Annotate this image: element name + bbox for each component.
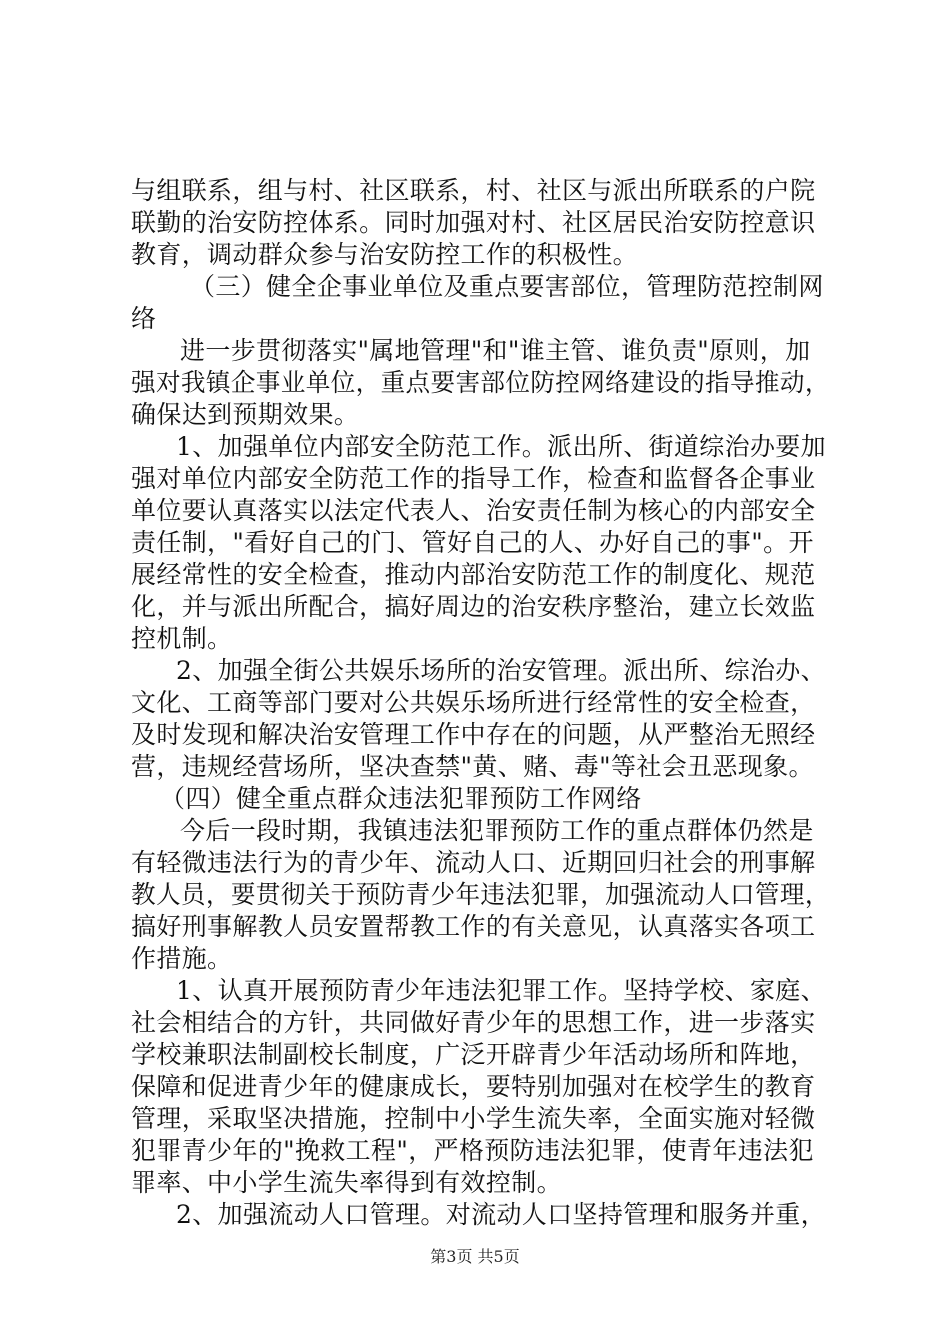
text-line: 营，违规经营场所，坚决查禁"黄、赌、毒"等社会丑恶现象。 xyxy=(131,752,814,781)
text-line: 1、加强单位内部安全防范工作。派出所、街道综治办要加 xyxy=(176,432,827,461)
text-line: 搞好刑事解教人员安置帮教工作的有关意见，认真落实各项工 xyxy=(131,912,816,941)
text-line: 联勤的治安防控体系。同时加强对村、社区居民治安防控意识 xyxy=(131,208,816,237)
text-line: 与组联系，组与村、社区联系，村、社区与派出所联系的户院 xyxy=(131,176,816,205)
text-line: 管理，采取坚决措施，控制中小学生流失率，全面实施对轻微 xyxy=(131,1104,816,1133)
text-line: 作措施。 xyxy=(131,944,233,973)
text-line: 责任制，"看好自己的门、管好自己的人、办好自己的事"。开 xyxy=(131,528,814,557)
text-line: 强对我镇企事业单位，重点要害部位防控网络建设的指导推动， xyxy=(131,368,830,397)
text-line: 强对单位内部安全防范工作的指导工作，检查和监督各企事业 xyxy=(131,464,816,493)
text-line: 有轻微违法行为的青少年、流动人口、近期回归社会的刑事解 xyxy=(131,848,816,877)
text-line: 学校兼职法制副校长制度，广泛开辟青少年活动场所和阵地， xyxy=(131,1040,816,1069)
text-line: 单位要认真落实以法定代表人、治安责任制为核心的内部安全 xyxy=(131,496,816,525)
text-line: 1、认真开展预防青少年违法犯罪工作。坚持学校、家庭、 xyxy=(176,976,827,1005)
text-line: 今后一段时期，我镇违法犯罪预防工作的重点群体仍然是 xyxy=(180,816,814,845)
page-number-footer: 第3页 共5页 xyxy=(430,1247,520,1266)
text-line: 2、加强流动人口管理。对流动人口坚持管理和服务并重， xyxy=(176,1200,827,1229)
text-line: 络 xyxy=(131,304,157,333)
text-line: 化，并与派出所配合，搞好周边的治安秩序整治，建立长效监 xyxy=(131,592,816,621)
text-line: 教人员，要贯彻关于预防青少年违法犯罪，加强流动人口管理， xyxy=(131,880,830,909)
text-line: 控机制。 xyxy=(131,624,233,653)
text-line: 犯罪青少年的"挽救工程"，严格预防违法犯罪，使青年违法犯 xyxy=(131,1136,814,1165)
section-heading-3: （三）健全企事业单位及重点要害部位，管理防范控制网 xyxy=(190,272,824,301)
text-line: 展经常性的安全检查，推动内部治安防范工作的制度化、规范 xyxy=(131,560,816,589)
text-line: 及时发现和解决治安管理工作中存在的问题，从严整治无照经 xyxy=(131,720,816,749)
text-line: 文化、工商等部门要对公共娱乐场所进行经常性的安全检查， xyxy=(131,688,816,717)
text-line: 2、加强全街公共娱乐场所的治安管理。派出所、综治办、 xyxy=(176,656,827,685)
text-line: 社会相结合的方针，共同做好青少年的思想工作，进一步落实 xyxy=(131,1008,816,1037)
text-line: 保障和促进青少年的健康成长，要特别加强对在校学生的教育 xyxy=(131,1072,816,1101)
text-line: 教育，调动群众参与治安防控工作的积极性。 xyxy=(131,240,639,269)
text-line: 进一步贯彻落实"属地管理"和"谁主管、谁负责"原则，加 xyxy=(180,336,811,365)
section-heading-4: （四）健全重点群众违法犯罪预防工作网络 xyxy=(160,784,642,813)
text-line: 确保达到预期效果。 xyxy=(131,400,360,429)
text-line: 罪率、中小学生流失率得到有效控制。 xyxy=(131,1168,562,1197)
